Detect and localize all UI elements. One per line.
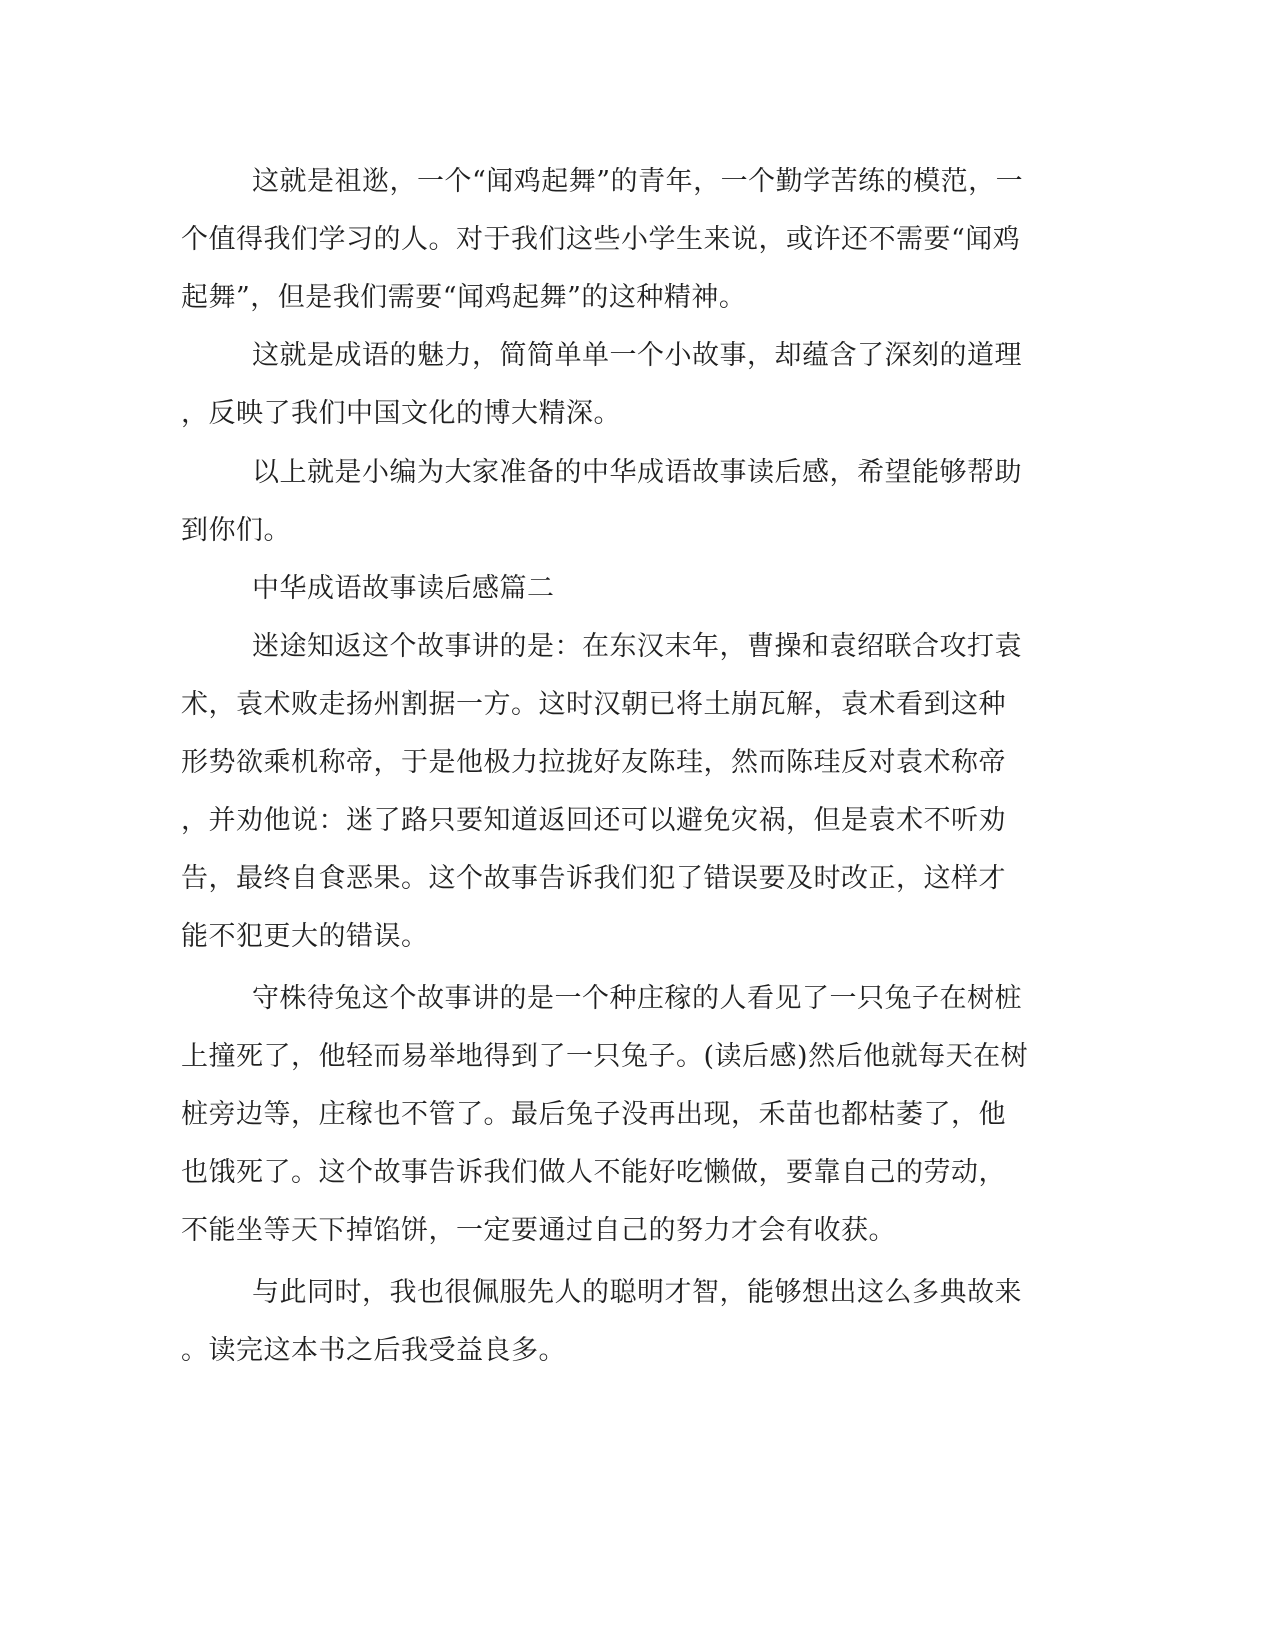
text-line: 与此同时，我也很佩服先人的聪明才智，能够想出这么多典故来 bbox=[252, 1277, 1022, 1308]
text-line: ，反映了我们中国文化的博大精深。 bbox=[181, 398, 621, 429]
text-line: 守株待兔这个故事讲的是一个种庄稼的人看见了一只兔子在树桩 bbox=[252, 983, 1022, 1014]
text-line: 起舞”，但是我们需要“闻鸡起舞”的这种精神。 bbox=[181, 282, 747, 313]
text-line: 告，最终自食恶果。这个故事告诉我们犯了错误要及时改正，这样才 bbox=[181, 863, 1006, 894]
text-line: 以上就是小编为大家准备的中华成语故事读后感，希望能够帮助 bbox=[252, 457, 1022, 488]
text-line: 形势欲乘机称帝，于是他极力拉拢好友陈珪，然而陈珪反对袁术称帝 bbox=[181, 747, 1006, 778]
text-line: 个值得我们学习的人。对于我们这些小学生来说，或许还不需要“闻鸡 bbox=[181, 224, 1021, 255]
text-line: 这就是成语的魅力，简简单单一个小故事，却蕴含了深刻的道理 bbox=[252, 340, 1022, 371]
text-line: 不能坐等天下掉馅饼，一定要通过自己的努力才会有收获。 bbox=[181, 1215, 896, 1246]
text-line: 到你们。 bbox=[181, 515, 291, 546]
text-line: 上撞死了，他轻而易举地得到了一只兔子。(读后感)然后他就每天在树 bbox=[181, 1041, 1029, 1072]
section-heading: 中华成语故事读后感篇二 bbox=[252, 573, 555, 604]
text-line: ，并劝他说：迷了路只要知道返回还可以避免灾祸，但是袁术不听劝 bbox=[181, 805, 1006, 836]
text-line: 术，袁术败走扬州割据一方。这时汉朝已将土崩瓦解，袁术看到这种 bbox=[181, 689, 1006, 720]
text-line: 能不犯更大的错误。 bbox=[181, 921, 429, 952]
text-line: 。读完这本书之后我受益良多。 bbox=[181, 1335, 566, 1366]
text-line: 迷途知返这个故事讲的是：在东汉末年，曹操和袁绍联合攻打袁 bbox=[252, 631, 1022, 662]
text-line: 这就是祖逖，一个“闻鸡起舞”的青年，一个勤学苦练的模范，一 bbox=[252, 166, 1024, 197]
text-line: 桩旁边等，庄稼也不管了。最后兔子没再出现，禾苗也都枯萎了，他 bbox=[181, 1099, 1006, 1130]
text-line: 也饿死了。这个故事告诉我们做人不能好吃懒做，要靠自己的劳动， bbox=[181, 1157, 1006, 1188]
